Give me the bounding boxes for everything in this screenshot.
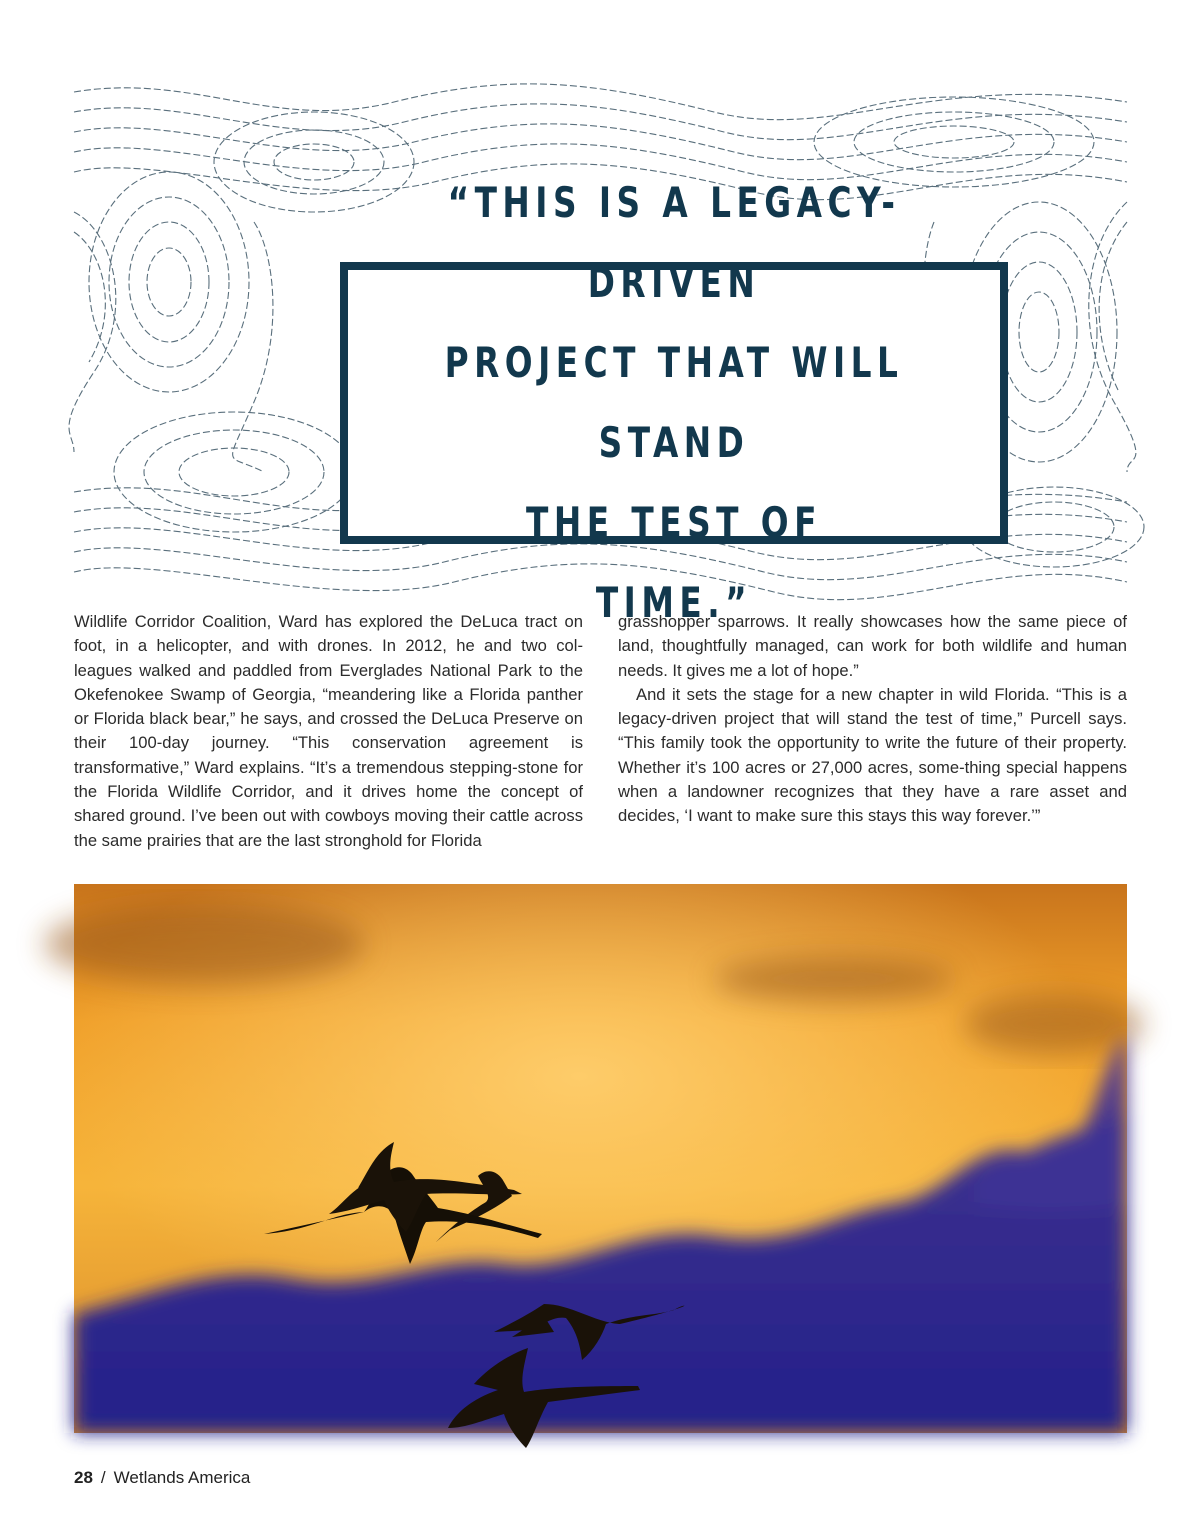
- page-number: 28: [74, 1468, 93, 1487]
- topographic-pattern-panel: [74, 72, 1127, 627]
- pull-quote-line: THE TEST OF TIME.”: [526, 498, 822, 627]
- pull-quote: [440, 163, 908, 643]
- article-column-left: [74, 610, 583, 853]
- footer-separator: /: [100, 1468, 106, 1487]
- article-paragraph: grasshopper sparrows. It really showcases how the same piece of land, thoughtfully managed, can work for both wildlife and human needs. It gives me a lot of hope.”: [618, 612, 1127, 680]
- pull-quote-box: [340, 178, 1008, 627]
- article-paragraph: Wildlife Corridor Coalition, Ward has explored the DeLuca tract on foot, in a helicopter, and with drones. In 2012, he and two col-leagues walked and paddled from Everglades National Park to the Okefenokee Swamp of Georgia, “meandering like a Florida panther or Florida black bear,” he says, and crossed the DeLuca Preserve on their 100-day journey. “This conservation agreement is transformative,” Ward explains. “It’s a tremendous stepping-stone for the Florida Wildlife Corridor, and it drives home the concept of shared ground. I’ve been out with cowboys moving their cattle across the same prairies that are the last stronghold for Florida: [74, 612, 583, 850]
- pull-quote-line: PROJECT THAT WILL STAND: [444, 338, 904, 467]
- article-column-right: [618, 610, 1127, 829]
- publication-name: Wetlands America: [113, 1468, 251, 1487]
- pull-quote-line: “THIS IS A LEGACY-DRIVEN: [447, 178, 901, 307]
- sandhill-cranes-sunset-photo: [74, 884, 1127, 1433]
- article-paragraph: And it sets the stage for a new chapter in wild Florida. “This is a legacy-driven project that will stand the test of time,” Purcell says. “This family took the opportunity to write the future of their property. Whether it’s 100 acres or 27,000 acres, some-thing special happens when a landowner recognizes that they have a rare asset and decides, ‘I want to make sure this stays this way forever.’”: [618, 684, 1127, 826]
- photo-illustration: [74, 884, 1127, 1433]
- page-footer: [74, 1468, 250, 1488]
